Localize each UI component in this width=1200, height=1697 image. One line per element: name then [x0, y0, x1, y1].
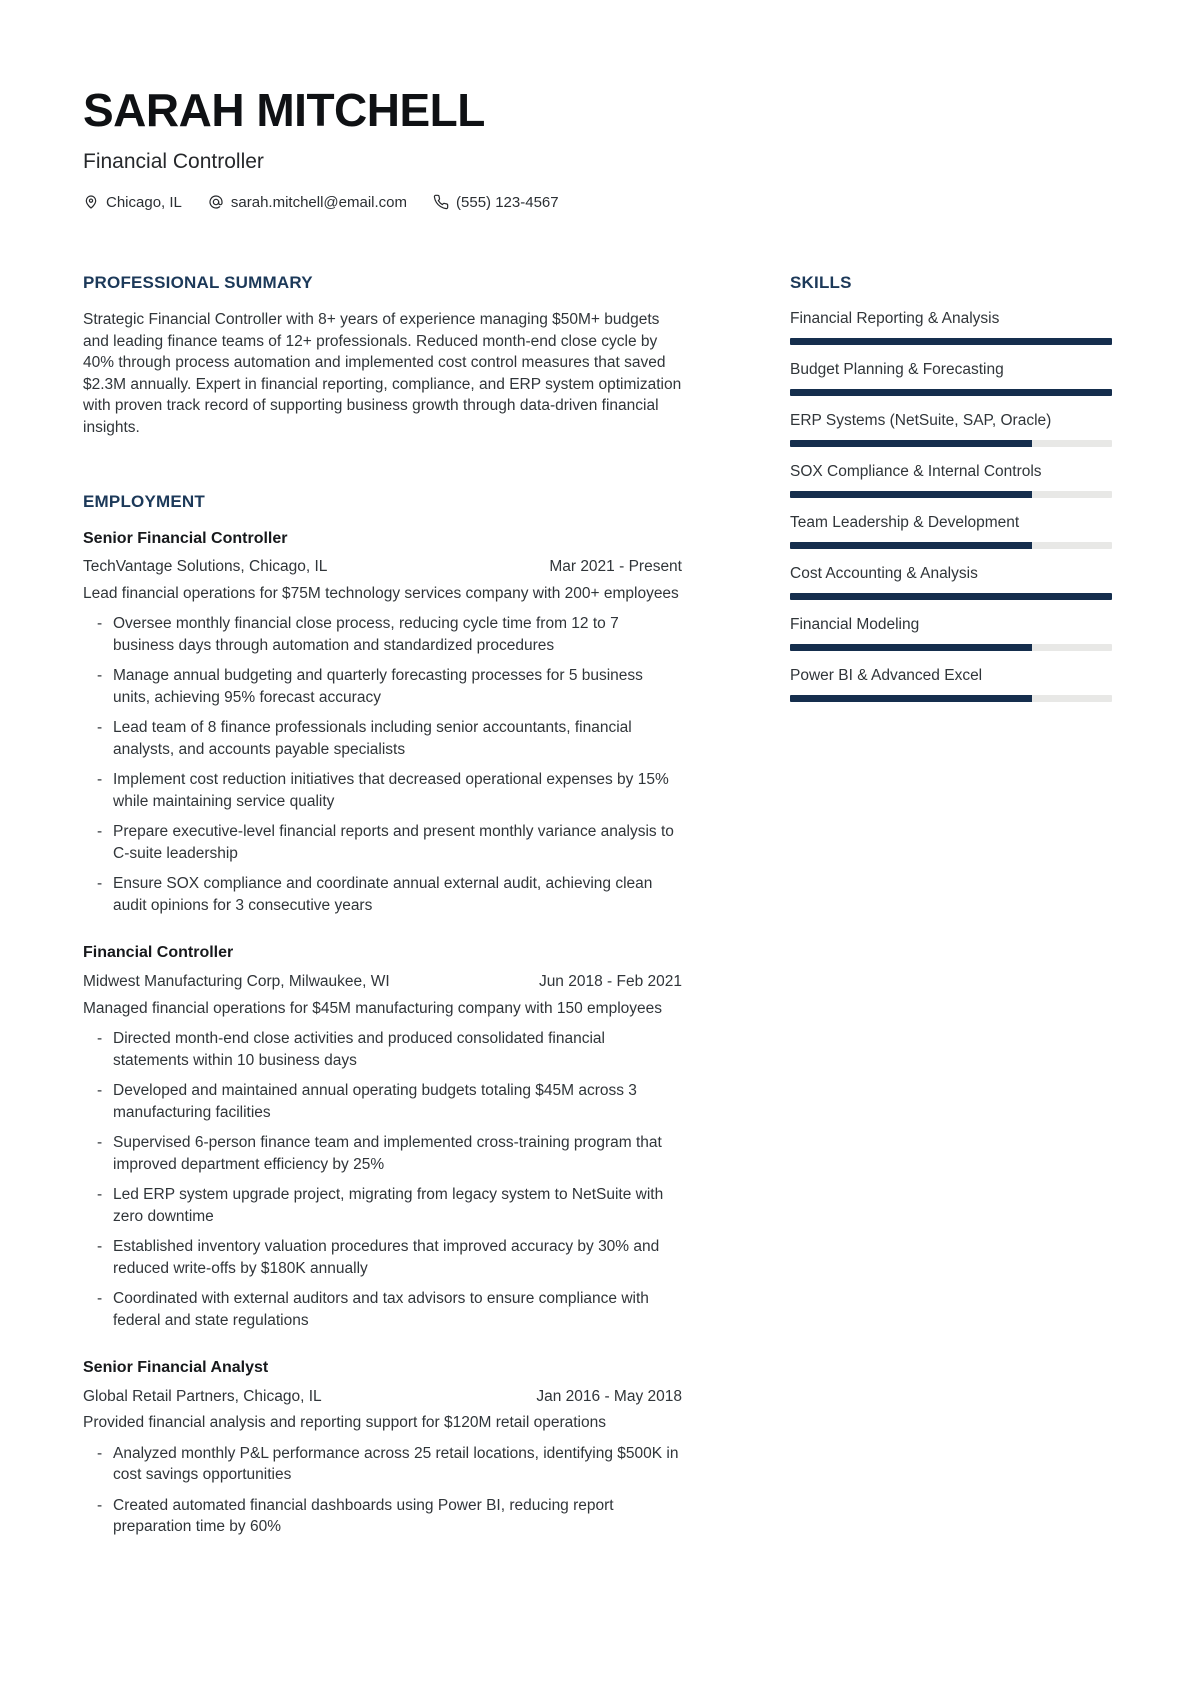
skill-label: Team Leadership & Development [790, 514, 1020, 532]
bullet-dash: - [97, 1134, 103, 1152]
job-bullet [97, 1236, 682, 1279]
skill-bar-track [790, 695, 1112, 702]
bullet-dash: - [97, 771, 103, 789]
job-title: Senior Financial Controller [83, 529, 288, 547]
bullet-dash: - [97, 1444, 103, 1462]
job-bullet [97, 1495, 682, 1538]
job-company: Midwest Manufacturing Corp, Milwaukee, WI [83, 973, 390, 991]
job-bullet [97, 665, 682, 708]
job-meta-row [83, 1386, 682, 1408]
bullet-text: Implement cost reduction initiatives that decreased operational expenses by 15% while maintaining service quality [113, 771, 669, 810]
skill-item [790, 462, 1112, 498]
bullet-text: Prepare executive-level financial reports and present monthly variance analysis to C-suite leadership [113, 823, 674, 862]
skill-bar-fill [790, 593, 1112, 600]
job-bullet [97, 1288, 682, 1331]
job-bullet [97, 717, 682, 760]
skill-item [790, 360, 1112, 396]
skill-label: Power BI & Advanced Excel [790, 667, 983, 685]
sidebar-column [790, 273, 1112, 1547]
job-bullet [97, 1184, 682, 1227]
job-bullet [97, 1080, 682, 1123]
employment-heading: EMPLOYMENT [83, 492, 205, 512]
skill-bar-track [790, 338, 1112, 345]
skill-item [790, 666, 1112, 702]
skill-bar-fill [790, 542, 1032, 549]
job-description: Lead financial operations for $75M technology services company with 200+ employees [83, 584, 679, 602]
bullet-dash: - [97, 615, 103, 633]
skill-bar-track [790, 491, 1112, 498]
bullet-text: Coordinated with external auditors and tax advisors to ensure compliance with federal and state regulations [113, 1290, 649, 1329]
job-company: TechVantage Solutions, Chicago, IL [83, 558, 328, 576]
job-dates: Mar 2021 - Present [549, 558, 682, 576]
skill-item [790, 513, 1112, 549]
job-title: Financial Controller [83, 944, 234, 962]
job-title: Senior Financial Analyst [83, 1359, 269, 1377]
job-bullet [97, 769, 682, 812]
bullet-text: Lead team of 8 finance professionals including senior accountants, financial analysts, and accounts payable specialists [113, 719, 632, 758]
contact-phone-text: (555) 123-4567 [456, 193, 559, 211]
at-sign-icon [208, 194, 224, 210]
skill-item [790, 615, 1112, 651]
job-bullet [97, 1443, 682, 1486]
bullet-text: Directed month-end close activities and produced consolidated financial statements within 10 business days [113, 1030, 605, 1069]
job-bullet [97, 821, 682, 864]
job-entry [83, 529, 682, 917]
job-bullet [97, 1028, 682, 1071]
skills-heading: SKILLS [790, 272, 852, 292]
bullet-dash: - [97, 875, 103, 893]
job-entry [83, 943, 682, 1331]
bullet-dash: - [97, 1030, 103, 1048]
section-skills [790, 273, 1112, 702]
job-meta-row [83, 556, 682, 578]
skill-bar-fill [790, 644, 1032, 651]
skill-item [790, 411, 1112, 447]
job-bullet [97, 873, 682, 916]
section-employment [83, 492, 682, 1538]
bullet-dash: - [97, 667, 103, 685]
resume-header [83, 85, 1112, 211]
contact-email-text: sarah.mitchell@email.com [230, 193, 408, 211]
contact-row [83, 194, 1112, 211]
bullet-text: Analyzed monthly P&L performance across 25 retail locations, identifying $500K in cost savings opportunities [113, 1444, 679, 1484]
person-name: SARAH MITCHELL [83, 84, 485, 136]
contact-email [208, 194, 407, 211]
skill-bar-track [790, 389, 1112, 396]
skill-bar-fill [790, 338, 1112, 345]
job-bullets [83, 1443, 682, 1538]
job-bullets [83, 1028, 682, 1331]
skill-label: Financial Modeling [790, 616, 920, 634]
skill-bar-track [790, 644, 1112, 651]
location-pin-icon [83, 194, 99, 210]
skill-bar-track [790, 542, 1112, 549]
contact-location [83, 194, 182, 211]
bullet-dash: - [97, 1186, 103, 1204]
bullet-dash: - [97, 719, 103, 737]
skill-bar-fill [790, 695, 1032, 702]
bullet-text: Manage annual budgeting and quarterly forecasting processes for 5 business units, achieving 95% forecast accuracy [113, 667, 643, 706]
job-description: Managed financial operations for $45M manufacturing company with 150 employees [83, 999, 663, 1017]
job-company: Global Retail Partners, Chicago, IL [83, 1387, 322, 1405]
job-entry [83, 1358, 682, 1538]
skill-bar-fill [790, 491, 1032, 498]
job-bullet [97, 1132, 682, 1175]
skill-bar-track [790, 440, 1112, 447]
job-meta-row [83, 971, 682, 993]
contact-location-text: Chicago, IL [106, 193, 182, 211]
bullet-text: Supervised 6-person finance team and implemented cross-training program that improved department efficiency by 25% [113, 1134, 662, 1173]
phone-icon [433, 194, 449, 210]
bullet-text: Developed and maintained annual operating budgets totaling $45M across 3 manufacturing facilities [113, 1082, 637, 1121]
bullet-text: Established inventory valuation procedures that improved accuracy by 30% and reduced write-offs by $180K annually [113, 1238, 660, 1277]
summary-text: Strategic Financial Controller with 8+ years of experience managing $50M+ budgets and leading finance teams of 12+ professionals. Reduced month-end close cycle by 40% through process automation and implemented cost control measures that saved $2.3M annually. Expert in financial reporting, compliance, and ERP system optimization with proven track record of supporting business growth through data-driven financial insights. [83, 311, 682, 436]
skill-label: Financial Reporting & Analysis [790, 310, 1000, 328]
summary-heading: PROFESSIONAL SUMMARY [83, 272, 313, 292]
section-professional-summary [83, 273, 682, 438]
contact-phone [433, 194, 559, 211]
skill-bar-fill [790, 440, 1032, 447]
skill-bar-track [790, 593, 1112, 600]
jobs-list [83, 529, 682, 1538]
person-title: Financial Controller [83, 149, 264, 173]
skill-item [790, 309, 1112, 345]
bullet-dash: - [97, 1496, 103, 1514]
job-dates: Jun 2018 - Feb 2021 [538, 973, 682, 991]
skill-label: SOX Compliance & Internal Controls [790, 463, 1042, 481]
bullet-dash: - [97, 1082, 103, 1100]
bullet-text: Ensure SOX compliance and coordinate annual external audit, achieving clean audit opinions for 3 consecutive years [113, 875, 653, 914]
job-bullets [83, 613, 682, 916]
skill-bar-fill [790, 389, 1112, 396]
job-dates: Jan 2016 - May 2018 [536, 1387, 682, 1405]
job-description: Provided financial analysis and reporting support for $120M retail operations [83, 1414, 606, 1432]
skill-label: ERP Systems (NetSuite, SAP, Oracle) [790, 412, 1052, 430]
main-column [83, 273, 682, 1547]
bullet-dash: - [97, 1238, 103, 1256]
skills-list [790, 309, 1112, 702]
job-bullet [97, 613, 682, 656]
skill-item [790, 564, 1112, 600]
skill-label: Budget Planning & Forecasting [790, 361, 1004, 379]
skill-label: Cost Accounting & Analysis [790, 565, 978, 583]
bullet-text: Oversee monthly financial close process, reducing cycle time from 12 to 7 business days through automation and standardized procedures [113, 615, 619, 654]
bullet-text: Created automated financial dashboards using Power BI, reducing report preparation time by 60% [113, 1496, 614, 1536]
bullet-dash: - [97, 1290, 103, 1308]
bullet-text: Led ERP system upgrade project, migrating from legacy system to NetSuite with zero downtime [113, 1186, 664, 1225]
resume-body [83, 273, 1112, 1547]
bullet-dash: - [97, 823, 103, 841]
